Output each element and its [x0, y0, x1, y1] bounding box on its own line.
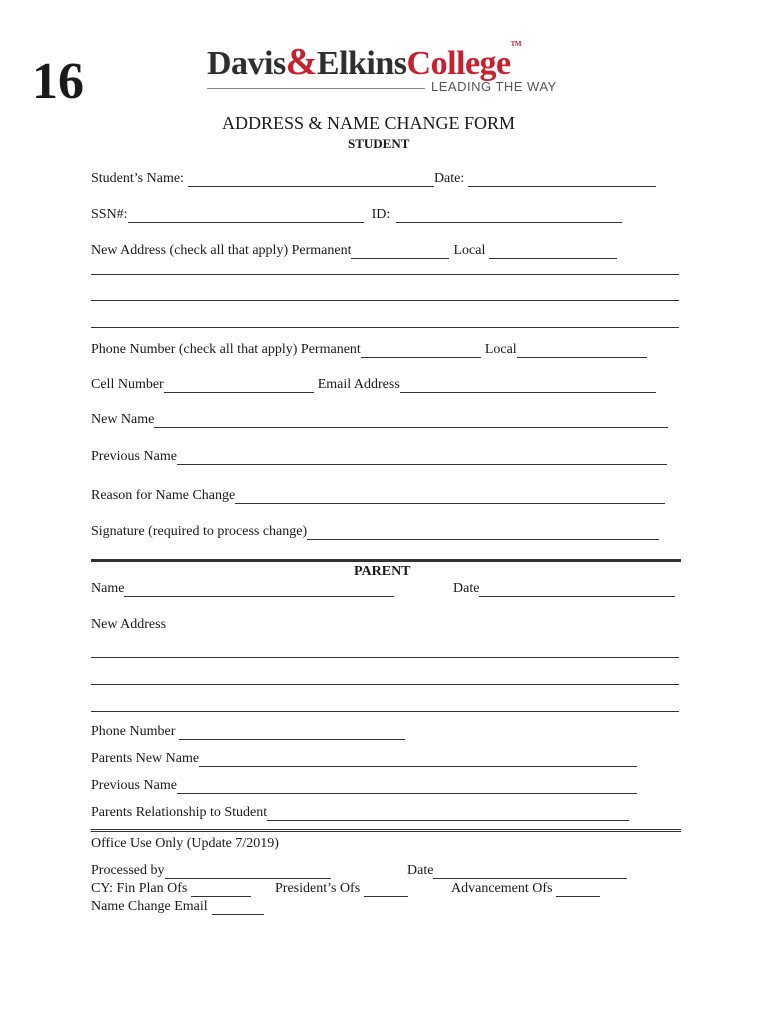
parent-name-field[interactable]	[124, 581, 394, 597]
address-permanent-label: New Address (check all that apply) Permanent	[91, 243, 352, 258]
name-change-email-field[interactable]	[212, 899, 264, 915]
new-name-label: New Name	[91, 412, 155, 427]
address-local-label: Local	[453, 243, 486, 258]
previous-name-row	[91, 449, 667, 465]
parent-new-name-label: Parents New Name	[91, 751, 200, 766]
processed-label: Processed by	[91, 863, 165, 878]
signature-label: Signature (required to process change)	[91, 524, 308, 539]
president-row	[275, 881, 408, 897]
office-date-row	[407, 863, 627, 879]
id-label: ID:	[371, 207, 391, 222]
student-name-field[interactable]	[188, 171, 434, 187]
parent-new-name-field[interactable]	[199, 751, 637, 767]
student-name-row	[91, 171, 656, 187]
student-name-label: Student’s Name:	[91, 171, 184, 186]
email-field[interactable]	[400, 377, 656, 393]
parent-divider	[91, 559, 681, 562]
new-name-row	[91, 412, 668, 428]
logo-davis: Davis	[207, 45, 286, 82]
parent-address-row	[91, 617, 166, 633]
parent-date-label: Date	[453, 581, 480, 596]
cell-email-row	[91, 377, 656, 393]
office-date-field[interactable]	[433, 863, 627, 879]
student-date-field[interactable]	[468, 171, 656, 187]
parent-address-line-2[interactable]	[91, 684, 679, 685]
parent-relationship-field[interactable]	[267, 805, 629, 821]
reason-label: Reason for Name Change	[91, 488, 236, 503]
office-title: Office Use Only (Update 7/2019)	[91, 836, 279, 851]
name-change-email-label: Name Change Email	[91, 899, 208, 914]
id-field[interactable]	[396, 207, 622, 223]
cy-field[interactable]	[191, 881, 251, 897]
form-title: ADDRESS & NAME CHANGE FORM	[222, 113, 516, 133]
student-date-label: Date:	[433, 171, 465, 186]
processed-row	[91, 863, 331, 879]
new-address-row	[91, 243, 617, 259]
parent-new-name-row	[91, 751, 637, 767]
cell-field[interactable]	[164, 377, 314, 393]
page-number: 16	[32, 53, 84, 110]
college-logo	[207, 40, 521, 84]
address-local-check[interactable]	[489, 243, 617, 259]
office-divider	[91, 829, 681, 832]
processed-field[interactable]	[165, 863, 331, 879]
parent-phone-field[interactable]	[179, 724, 405, 740]
address-permanent-check[interactable]	[351, 243, 449, 259]
signature-field[interactable]	[307, 524, 659, 540]
advancement-label: Advancement Ofs	[451, 881, 553, 896]
logo-tagline: LEADING THE WAY	[431, 79, 557, 94]
advancement-row	[451, 881, 600, 897]
phone-local-field[interactable]	[517, 342, 647, 358]
parent-previous-name-field[interactable]	[177, 778, 637, 794]
logo-trademark: TM	[510, 40, 521, 48]
previous-name-field[interactable]	[177, 449, 667, 465]
address-line-3[interactable]	[91, 327, 679, 328]
reason-row	[91, 488, 665, 504]
ssn-field[interactable]	[128, 207, 364, 223]
phone-permanent-field[interactable]	[361, 342, 481, 358]
parent-address-label: New Address	[91, 617, 167, 632]
ssn-label: SSN#:	[91, 207, 128, 222]
address-line-2[interactable]	[91, 300, 679, 301]
parent-phone-row	[91, 724, 405, 740]
president-field[interactable]	[364, 881, 408, 897]
parent-address-line-1[interactable]	[91, 657, 679, 658]
address-line-1[interactable]	[91, 274, 679, 275]
email-label: Email Address	[317, 377, 400, 392]
form-subtitle: STUDENT	[348, 136, 410, 151]
parent-date-row	[453, 581, 675, 597]
phone-local-label: Local	[484, 342, 517, 357]
phone-permanent-label: Phone Number (check all that apply) Permanent	[91, 342, 361, 357]
reason-field[interactable]	[235, 488, 665, 504]
previous-name-label: Previous Name	[91, 449, 177, 464]
advancement-field[interactable]	[556, 881, 600, 897]
cy-row	[91, 881, 251, 897]
parent-date-field[interactable]	[479, 581, 675, 597]
cell-label: Cell Number	[91, 377, 164, 392]
new-name-field[interactable]	[154, 412, 668, 428]
logo-elkins: Elkins	[316, 45, 407, 82]
parent-address-line-3[interactable]	[91, 711, 679, 712]
ssn-row	[91, 207, 622, 223]
office-title-row	[91, 836, 279, 852]
logo-rule	[207, 88, 425, 89]
parent-name-row	[91, 581, 394, 597]
president-label: President’s Ofs	[275, 881, 361, 896]
office-date-label: Date	[407, 863, 434, 878]
parent-name-label: Name	[91, 581, 125, 596]
logo-ampersand: &	[285, 41, 317, 83]
cy-label: CY: Fin Plan Ofs	[91, 881, 188, 896]
parent-previous-name-row	[91, 778, 637, 794]
parent-relationship-label: Parents Relationship to Student	[91, 805, 268, 820]
logo-college: College	[406, 45, 511, 82]
parent-phone-label: Phone Number	[91, 724, 176, 739]
signature-row	[91, 524, 659, 540]
parent-section-title: PARENT	[354, 564, 411, 579]
name-change-email-row	[91, 899, 264, 915]
parent-relationship-row	[91, 805, 629, 821]
phone-row	[91, 342, 647, 358]
parent-previous-name-label: Previous Name	[91, 778, 177, 793]
